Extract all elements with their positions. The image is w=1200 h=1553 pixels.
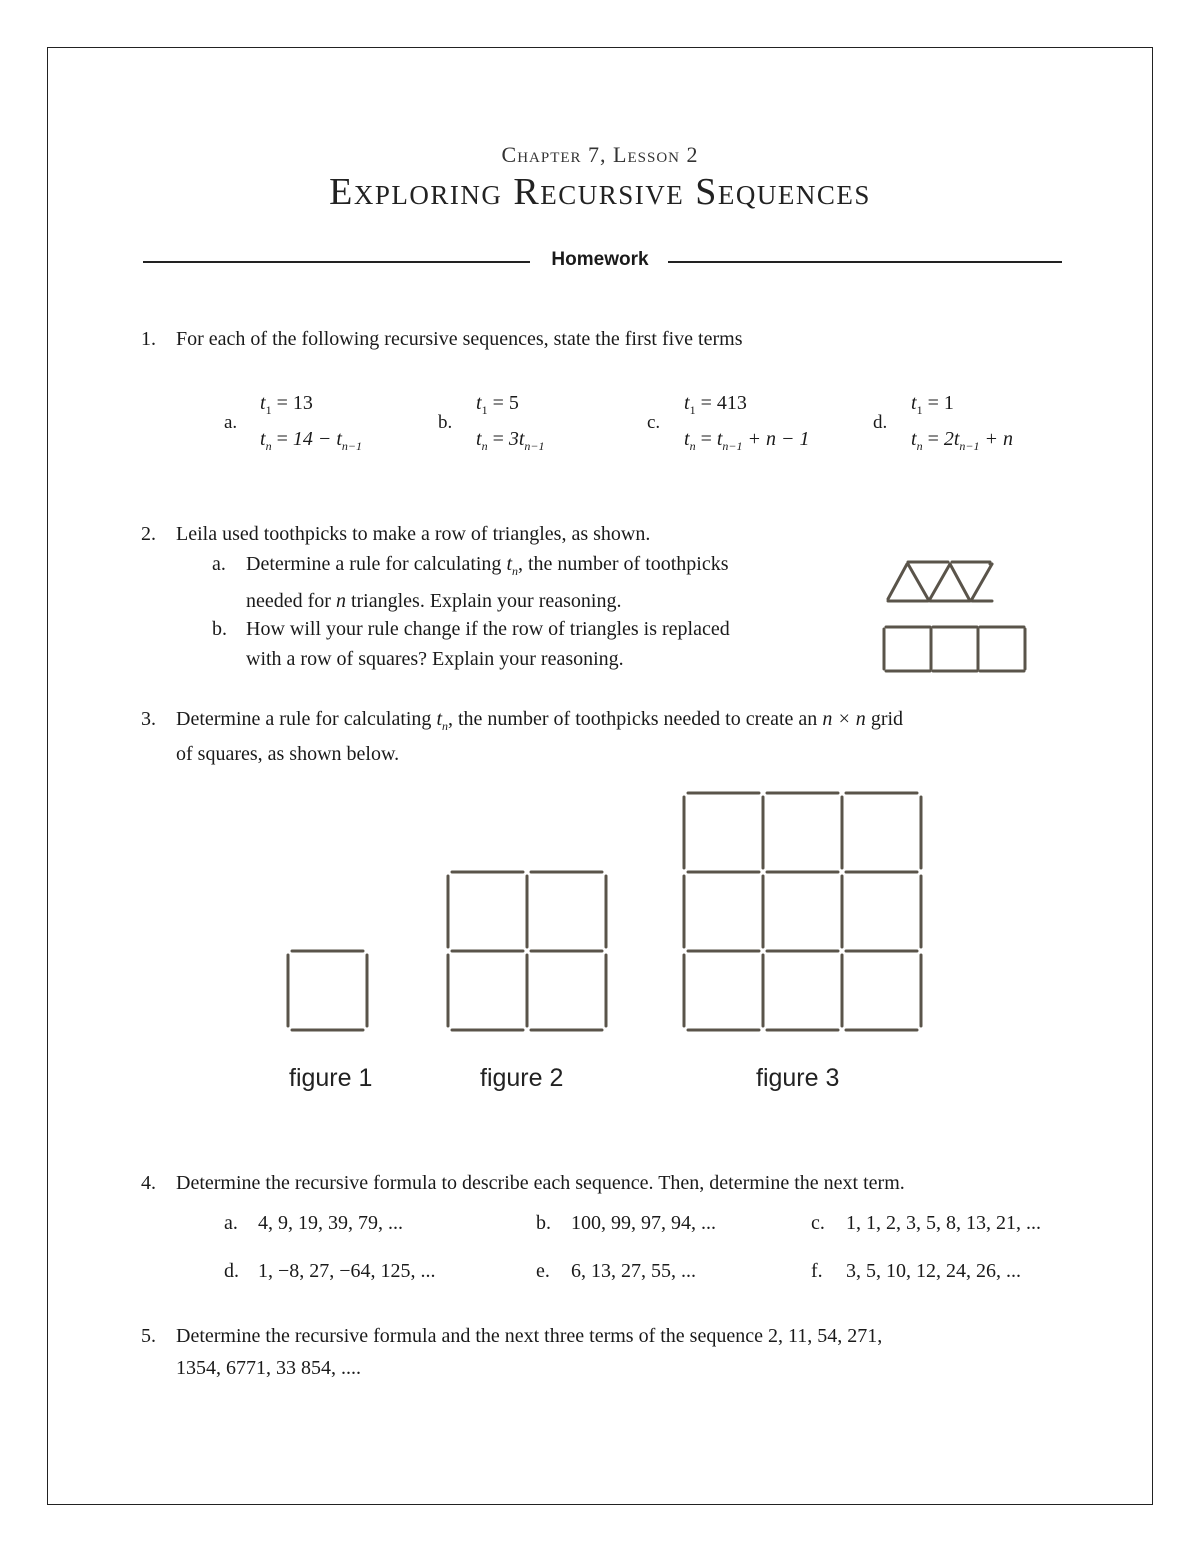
grid-figure-3 xyxy=(684,793,921,1030)
q1a-t1: $t_1 = 13$ xyxy=(260,392,313,417)
square-row-figure xyxy=(884,627,1025,671)
q5-line1: Determine the recursive formula and the next three terms of the sequence 2, 11, 54, 271, xyxy=(176,1325,883,1347)
q1d-rule: $t_n = 2t_{n-1} + n$ xyxy=(911,428,1014,453)
q1d-letter: d. xyxy=(873,412,888,433)
q4f-sequence: 3, 5, 10, 12, 24, 26, ... xyxy=(846,1260,1021,1282)
q1-text: For each of the following recursive sequences, state the first five terms xyxy=(176,328,743,350)
q2a-line2: needed for n triangles. Explain your reasoning. xyxy=(246,590,622,612)
toothpick-row-illustration xyxy=(880,555,1030,680)
q1b-rule: $t_n = 3t_{n-1}$ xyxy=(476,428,545,453)
q1-number: 1. xyxy=(141,328,156,350)
q4c-sequence: 1, 1, 2, 3, 5, 8, 13, 21, ... xyxy=(846,1212,1041,1234)
grid-figure-1 xyxy=(288,951,367,1030)
q4e-letter: e. xyxy=(536,1260,550,1282)
q4e-sequence: 6, 13, 27, 55, ... xyxy=(571,1260,696,1282)
q2a-letter: a. xyxy=(212,553,226,575)
divider-right xyxy=(668,261,1062,263)
q2a-line1: Determine a rule for calculating $t_n$, the number of toothpicks xyxy=(246,553,729,578)
figure-3-label: figure 3 xyxy=(756,1064,840,1092)
q4a-sequence: 4, 9, 19, 39, 79, ... xyxy=(258,1212,403,1234)
triangle-row-figure xyxy=(888,562,992,601)
q2-number: 2. xyxy=(141,523,156,545)
q4-number: 4. xyxy=(141,1172,156,1194)
q2b-line1: How will your rule change if the row of triangles is replaced xyxy=(246,618,730,640)
section-label: Homework xyxy=(551,249,649,270)
figure-2-label: figure 2 xyxy=(480,1064,564,1092)
figure-1-label: figure 1 xyxy=(289,1064,373,1092)
q4a-letter: a. xyxy=(224,1212,238,1234)
chapter-lesson-heading: Chapter 7, Lesson 2 xyxy=(501,142,699,167)
q1c-rule: $t_n = t_{n-1} + n - 1$ xyxy=(684,428,810,453)
q1b-letter: b. xyxy=(438,412,453,433)
q1a-rule: $t_n = 14 - t_{n-1}$ xyxy=(260,428,363,453)
q4d-sequence: 1, −8, 27, −64, 125, ... xyxy=(258,1260,436,1282)
page-title: Exploring Recursive Sequences xyxy=(329,171,871,213)
q5-line2: 1354, 6771, 33 854, .... xyxy=(176,1357,361,1379)
q4-text: Determine the recursive formula to describe each sequence. Then, determine the next term. xyxy=(176,1172,905,1194)
q4d-letter: d. xyxy=(224,1260,239,1282)
q3-line2: of squares, as shown below. xyxy=(176,743,400,765)
q1c-letter: c. xyxy=(647,412,661,433)
q1d-t1: $t_1 = 1$ xyxy=(911,392,954,417)
q4b-letter: b. xyxy=(536,1212,551,1234)
q4b-sequence: 100, 99, 97, 94, ... xyxy=(571,1212,716,1234)
q4c-letter: c. xyxy=(811,1212,825,1234)
q3-number: 3. xyxy=(141,708,156,730)
q1b-t1: $t_1 = 5$ xyxy=(476,392,519,417)
q2b-letter: b. xyxy=(212,618,227,640)
q5-number: 5. xyxy=(141,1325,156,1347)
q4f-letter: f. xyxy=(811,1260,823,1282)
q3-line1: Determine a rule for calculating $t_n$, the number of toothpicks needed to create an n × n grid xyxy=(176,708,904,733)
q1a-letter: a. xyxy=(224,412,238,433)
q2b-line2: with a row of squares? Explain your reasoning. xyxy=(246,648,624,670)
q2-text: Leila used toothpicks to make a row of triangles, as shown. xyxy=(176,523,651,545)
grid-figure-2 xyxy=(448,872,606,1030)
square-grid-figures xyxy=(270,780,950,1050)
q1c-t1: $t_1 = 413$ xyxy=(684,392,747,417)
